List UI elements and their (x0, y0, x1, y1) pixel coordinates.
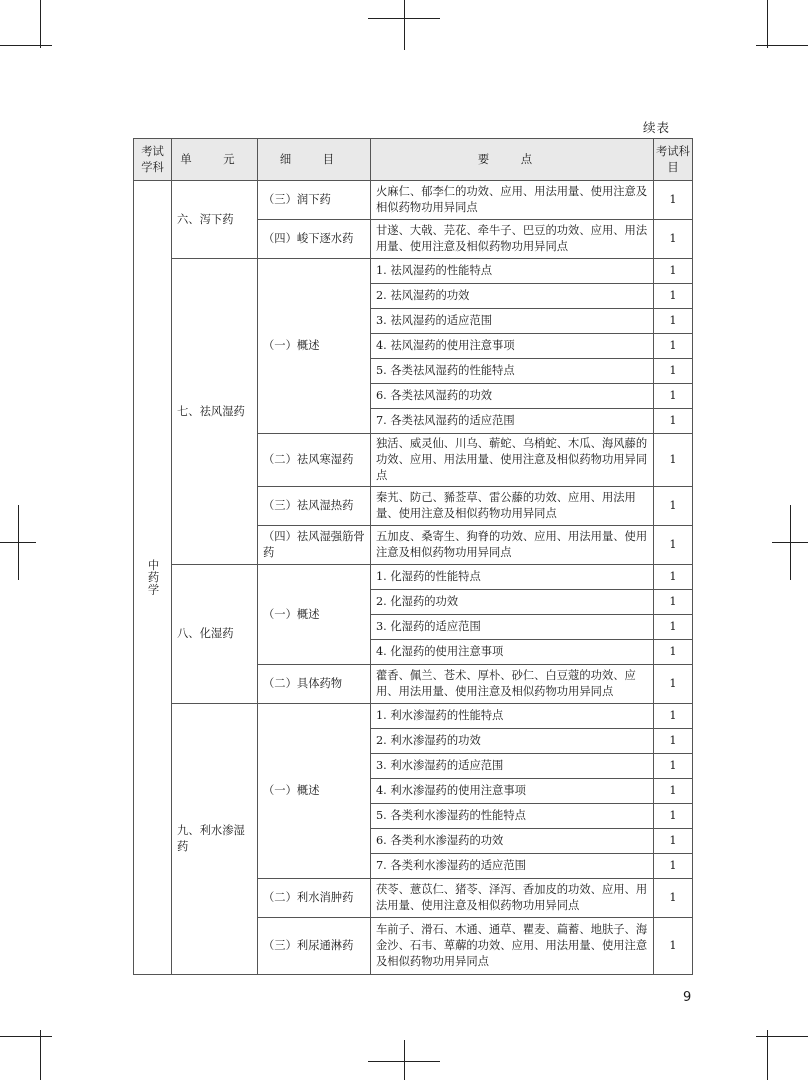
point-cell: 五加皮、桑寄生、狗脊的功效、应用、用法用量、使用注意及相似药物功用异同点 (371, 526, 654, 565)
point-cell: 3. 化湿药的适应范围 (371, 615, 654, 640)
exam-cell: 1 (654, 181, 693, 220)
point-cell: 独活、威灵仙、川乌、蕲蛇、乌梢蛇、木瓜、海风藤的功效、应用、用法用量、使用注意及相似药物功用异同点 (371, 434, 654, 487)
syllabus-table (133, 138, 693, 975)
exam-cell: 1 (654, 309, 693, 334)
point-cell: 2. 利水渗湿药的功效 (371, 729, 654, 754)
page-number: 9 (683, 990, 692, 1005)
point-cell: 2. 化湿药的功效 (371, 590, 654, 615)
point-cell: 火麻仁、郁李仁的功效、应用、用法用量、使用注意及相似药物功用异同点 (371, 181, 654, 220)
exam-cell: 1 (654, 615, 693, 640)
header-item: 细 目 (258, 139, 371, 181)
exam-cell: 1 (654, 854, 693, 879)
point-cell: 茯苓、薏苡仁、猪苓、泽泻、香加皮的功效、应用、用法用量、使用注意及相似药物功用异同点 (371, 879, 654, 918)
exam-cell: 1 (654, 284, 693, 309)
point-cell: 甘遂、大戟、芫花、牵牛子、巴豆的功效、应用、用法用量、使用注意及相似药物功用异同点 (371, 220, 654, 259)
exam-cell: 1 (654, 434, 693, 487)
point-cell: 藿香、佩兰、苍术、厚朴、砂仁、白豆蔻的功效、应用、用法用量、使用注意及相似药物功用异同点 (371, 665, 654, 704)
exam-cell: 1 (654, 804, 693, 829)
subject-cell: 中药学 (134, 181, 172, 975)
point-cell: 7. 各类利水渗湿药的适应范围 (371, 854, 654, 879)
header-exam-subject: 考试科目 (654, 139, 693, 181)
header-row (134, 139, 693, 181)
exam-cell: 1 (654, 359, 693, 384)
point-cell: 7. 各类祛风湿药的适应范围 (371, 409, 654, 434)
item-cell: （四）祛风湿强筋骨药 (258, 526, 371, 565)
header-subject: 考试学科 (134, 139, 172, 181)
exam-cell: 1 (654, 334, 693, 359)
exam-cell: 1 (654, 665, 693, 704)
header-unit: 单 元 (172, 139, 258, 181)
point-cell: 2. 祛风湿药的功效 (371, 284, 654, 309)
point-cell: 1. 祛风湿药的性能特点 (371, 259, 654, 284)
item-cell: （四）峻下逐水药 (258, 220, 371, 259)
table-row (134, 565, 693, 590)
exam-cell: 1 (654, 487, 693, 526)
item-cell: （二）具体药物 (258, 665, 371, 704)
point-cell: 6. 各类祛风湿药的功效 (371, 384, 654, 409)
item-cell: （一）概述 (258, 565, 371, 665)
item-cell: （一）概述 (258, 704, 371, 879)
exam-cell: 1 (654, 704, 693, 729)
unit-cell: 九、利水渗湿药 (172, 704, 258, 975)
point-cell: 车前子、滑石、木通、通草、瞿麦、萹蓄、地肤子、海金沙、石韦、萆薢的功效、应用、用法用量、使用注意及相似药物功用异同点 (371, 918, 654, 975)
item-cell: （二）利水消肿药 (258, 879, 371, 918)
point-cell: 4. 化湿药的使用注意事项 (371, 640, 654, 665)
item-cell: （三）祛风湿热药 (258, 487, 371, 526)
exam-cell: 1 (654, 526, 693, 565)
exam-cell: 1 (654, 640, 693, 665)
exam-cell: 1 (654, 754, 693, 779)
point-cell: 3. 祛风湿药的适应范围 (371, 309, 654, 334)
exam-cell: 1 (654, 590, 693, 615)
exam-cell: 1 (654, 729, 693, 754)
point-cell: 5. 各类祛风湿药的性能特点 (371, 359, 654, 384)
exam-cell: 1 (654, 829, 693, 854)
table-row (134, 181, 693, 220)
point-cell: 1. 化湿药的性能特点 (371, 565, 654, 590)
exam-cell: 1 (654, 409, 693, 434)
exam-cell: 1 (654, 918, 693, 975)
unit-cell: 六、泻下药 (172, 181, 258, 259)
unit-cell: 七、祛风湿药 (172, 259, 258, 565)
exam-cell: 1 (654, 259, 693, 284)
item-cell: （三）润下药 (258, 181, 371, 220)
table-row (134, 704, 693, 729)
exam-cell: 1 (654, 384, 693, 409)
exam-cell: 1 (654, 565, 693, 590)
exam-cell: 1 (654, 879, 693, 918)
point-cell: 3. 利水渗湿药的适应范围 (371, 754, 654, 779)
header-points: 要 点 (371, 139, 654, 181)
table-row (134, 259, 693, 284)
point-cell: 1. 利水渗湿药的性能特点 (371, 704, 654, 729)
point-cell: 5. 各类利水渗湿药的性能特点 (371, 804, 654, 829)
item-cell: （三）利尿通淋药 (258, 918, 371, 975)
exam-cell: 1 (654, 220, 693, 259)
item-cell: （二）祛风寒湿药 (258, 434, 371, 487)
continued-label: 续表 (643, 120, 671, 135)
point-cell: 4. 利水渗湿药的使用注意事项 (371, 779, 654, 804)
unit-cell: 八、化湿药 (172, 565, 258, 704)
point-cell: 秦艽、防己、豨莶草、雷公藤的功效、应用、用法用量、使用注意及相似药物功用异同点 (371, 487, 654, 526)
point-cell: 6. 各类利水渗湿药的功效 (371, 829, 654, 854)
item-cell: （一）概述 (258, 259, 371, 434)
exam-cell: 1 (654, 779, 693, 804)
point-cell: 4. 祛风湿药的使用注意事项 (371, 334, 654, 359)
